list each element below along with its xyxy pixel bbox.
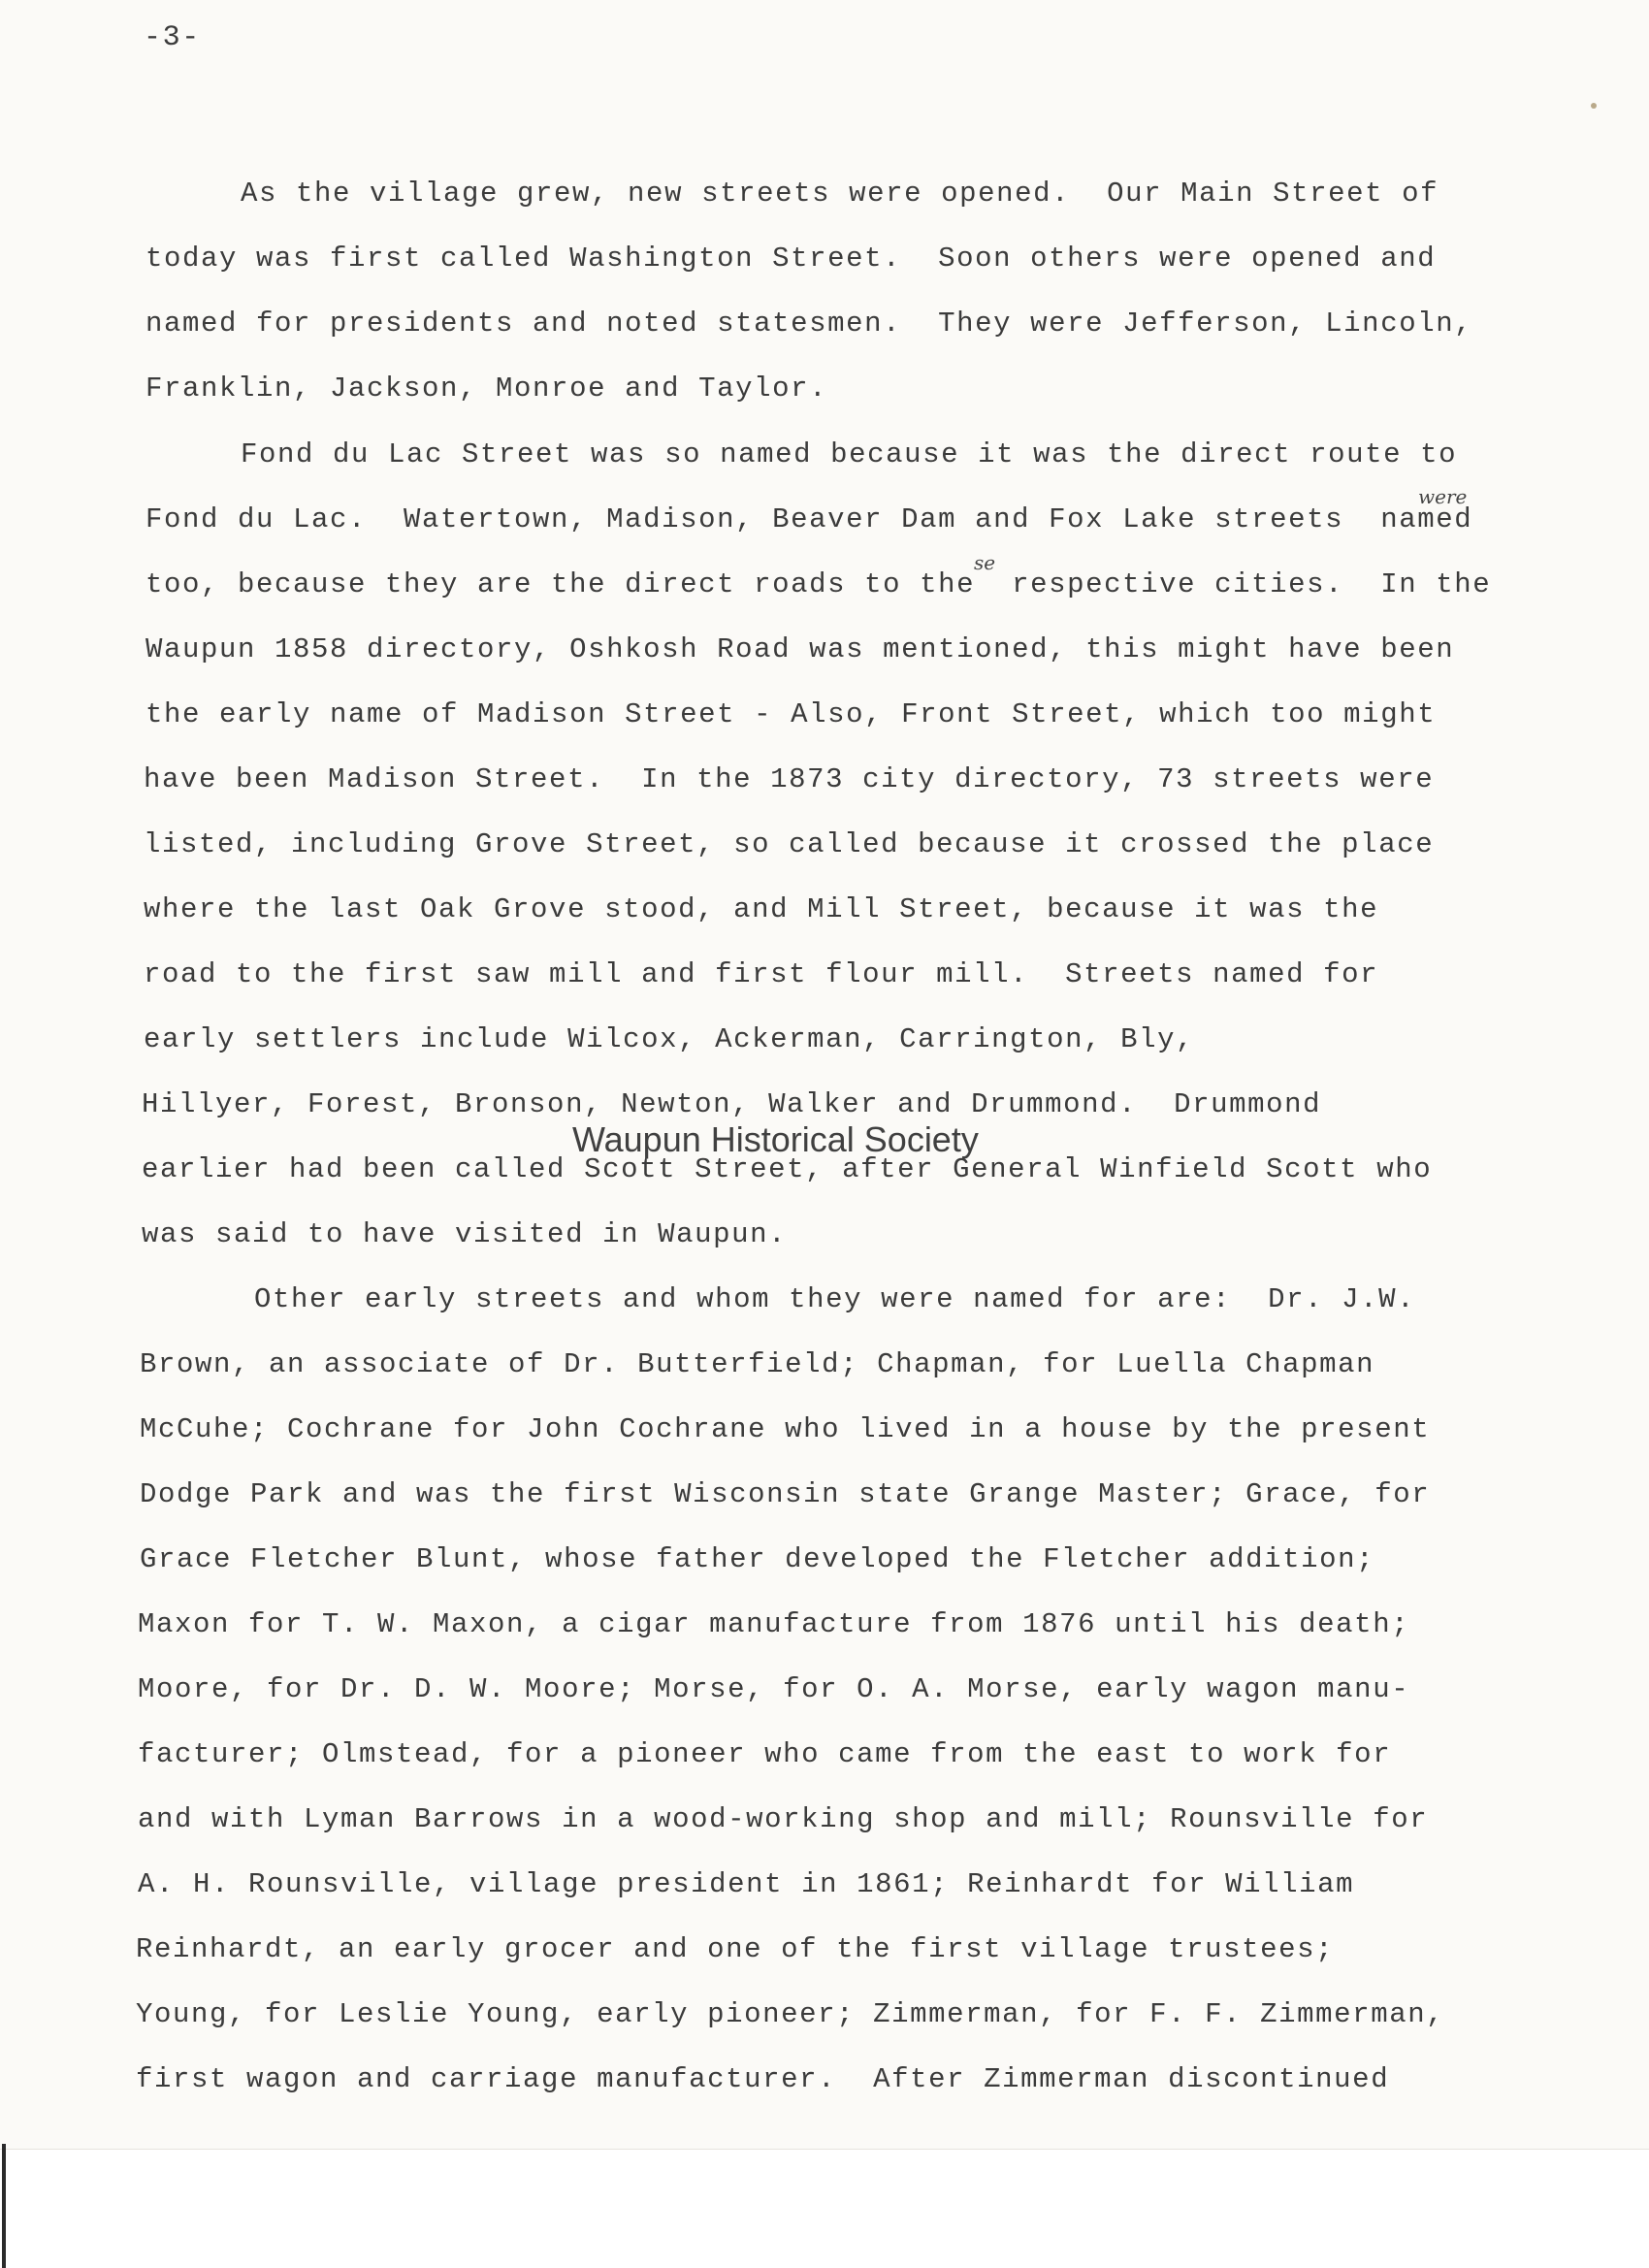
text-line: the early name of Madison Street - Also, Front Street, which too might — [146, 698, 1437, 730]
text-line: too, because they are the direct roads to the respective cities. In the — [146, 568, 1492, 600]
text-line: Reinhardt, an early grocer and one of the first village trustees; — [136, 1933, 1335, 1965]
text-line: McCuhe; Cochrane for John Cochrane who lived in a house by the present — [140, 1413, 1431, 1445]
text-line: today was first called Washington Street. Soon others were opened and — [146, 243, 1437, 275]
text-line: Fond du Lac Street was so named because it was the direct route to — [241, 438, 1458, 470]
text-line: Franklin, Jackson, Monroe and Taylor. — [146, 373, 828, 405]
text-line: Dodge Park and was the first Wisconsin state Grange Master; Grace, for — [140, 1478, 1431, 1510]
text-line: As the village grew, new streets were opened. Our Main Street of — [241, 178, 1439, 210]
handwritten-annotation: were — [1418, 485, 1468, 508]
paper-smudge — [1591, 103, 1597, 109]
scan-edge-line — [2, 2144, 6, 2268]
text-line: and with Lyman Barrows in a wood-working shop and mill; Rounsville for — [138, 1803, 1429, 1835]
text-line: have been Madison Street. In the 1873 city directory, 73 streets were — [144, 763, 1435, 795]
text-line: road to the first saw mill and first flour mill. Streets named for — [144, 958, 1379, 990]
text-line: listed, including Grove Street, so called because it crossed the place — [144, 828, 1435, 860]
handwritten-annotation: se — [974, 551, 996, 574]
text-line: Maxon for T. W. Maxon, a cigar manufacture from 1876 until his death; — [138, 1608, 1410, 1640]
text-line: Grace Fletcher Blunt, whose father developed the Fletcher addition; — [140, 1543, 1375, 1575]
text-line: Hillyer, Forest, Bronson, Newton, Walker and Drummond. Drummond — [142, 1088, 1322, 1120]
text-line: Brown, an associate of Dr. Butterfield; Chapman, for Luella Chapman — [140, 1348, 1375, 1380]
text-line: where the last Oak Grove stood, and Mill Street, because it was the — [144, 893, 1379, 925]
watermark: Waupun Historical Society — [572, 1119, 979, 1159]
text-line: Other early streets and whom they were named for are: Dr. J.W. — [254, 1283, 1416, 1315]
text-line: Fond du Lac. Watertown, Madison, Beaver Dam and Fox Lake streets named — [146, 503, 1473, 535]
page-number: -3- — [144, 21, 201, 54]
text-line: earlier had been called Scott Street, after General Winfield Scott who — [142, 1153, 1433, 1185]
text-line: facturer; Olmstead, for a pioneer who came from the east to work for — [138, 1738, 1392, 1770]
text-line: was said to have visited in Waupun. — [142, 1218, 788, 1250]
text-line: Moore, for Dr. D. W. Moore; Morse, for O. A. Morse, early wagon manu- — [138, 1673, 1410, 1705]
text-line: named for presidents and noted statesmen. They were Jefferson, Lincoln, — [146, 308, 1473, 340]
text-line: first wagon and carriage manufacturer. After Zimmerman discontinued — [136, 2063, 1390, 2095]
text-line: Young, for Leslie Young, early pioneer; Zimmerman, for F. F. Zimmerman, — [136, 1998, 1445, 2030]
text-line: Waupun 1858 directory, Oshkosh Road was mentioned, this might have been — [146, 633, 1455, 665]
text-line: early settlers include Wilcox, Ackerman, Carrington, Bly, — [144, 1023, 1195, 1055]
text-line: A. H. Rounsville, village president in 1861; Reinhardt for William — [138, 1868, 1355, 1900]
